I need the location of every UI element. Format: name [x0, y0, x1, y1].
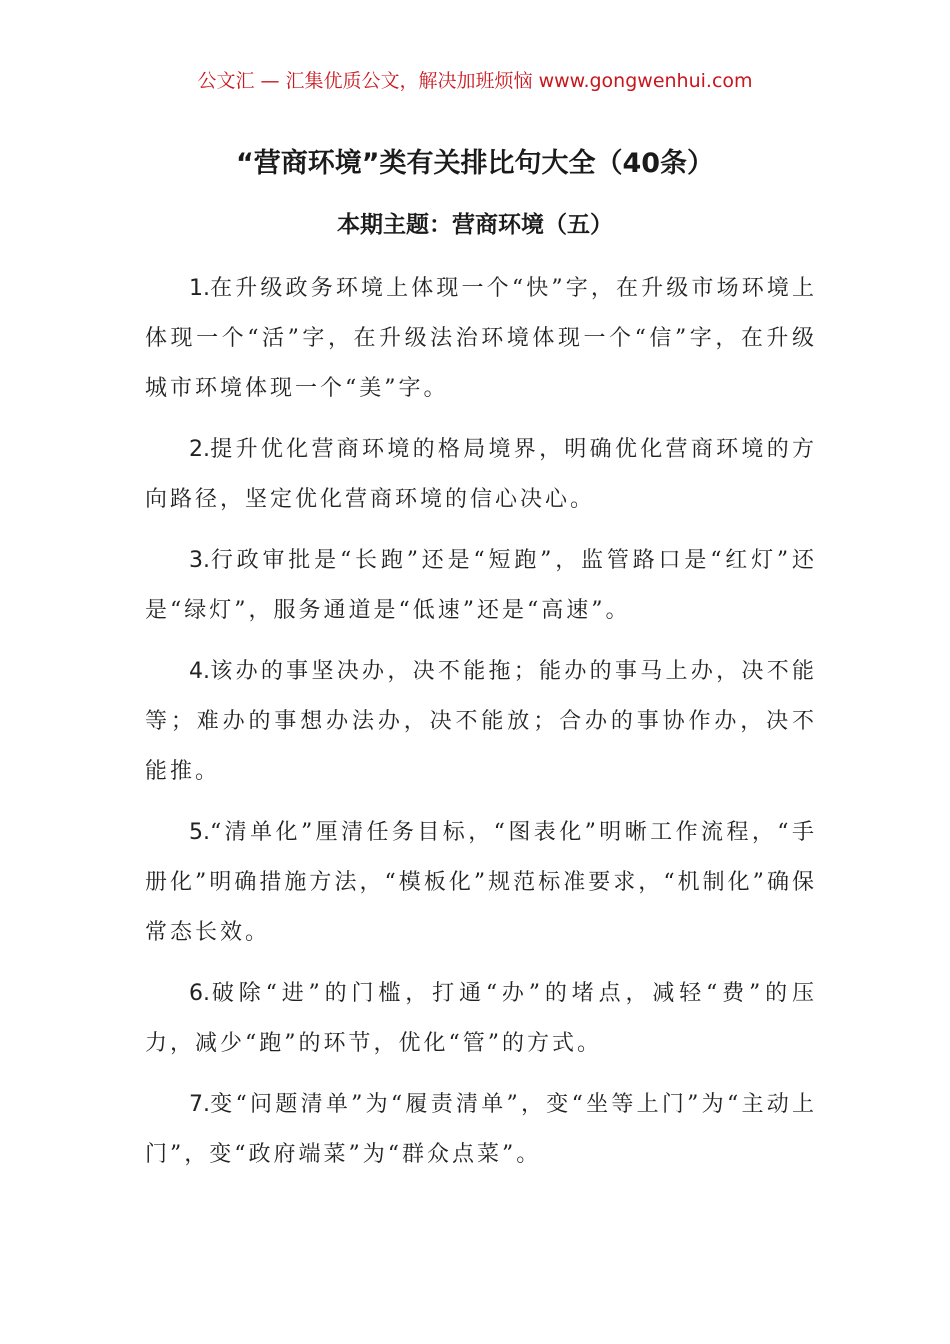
list-item [145, 1080, 817, 1180]
list-item [145, 969, 817, 1069]
list-item [145, 425, 817, 525]
item-text: 变“问题清单”为“履责清单”，变“坐等上门”为“主动上门”，变“政府端菜”为“群众点菜”。 [145, 1092, 817, 1167]
item-text: “清单化”厘清任务目标，“图表化”明晰工作流程，“手册化”明确措施方法，“模板化”规范标准要求，“机制化”确保常态长效。 [145, 820, 817, 945]
list-item [145, 536, 817, 636]
list-item [145, 264, 817, 414]
item-text: 在升级政务环境上体现一个“快”字，在升级市场环境上体现一个“活”字，在升级法治环境体现一个“信”字，在升级城市环境体现一个“美”字。 [145, 276, 817, 401]
list-item [145, 808, 817, 958]
document-title: “营商环境”类有关排比句大全（40条） [235, 148, 715, 179]
item-number: 7. [189, 1092, 210, 1117]
item-number: 3. [189, 548, 210, 573]
item-text: 破除“进”的门槛，打通“办”的堵点，减轻“费”的压力，减少“跑”的环节，优化“管”的方式。 [145, 981, 817, 1056]
list-item [145, 647, 817, 797]
item-number: 5. [189, 820, 210, 845]
item-number: 4. [189, 659, 210, 684]
item-text: 该办的事坚决办，决不能拖；能办的事马上办，决不能等；难办的事想办法办，决不能放；合办的事协作办，决不能推。 [145, 659, 817, 784]
item-text: 行政审批是“长跑”还是“短跑”，监管路口是“红灯”还是“绿灯”，服务通道是“低速”还是“高速”。 [145, 548, 817, 623]
item-number: 1. [189, 276, 210, 301]
sentence-list [145, 264, 817, 1191]
item-text: 提升优化营商环境的格局境界，明确优化营商环境的方向路径，坚定优化营商环境的信心决心。 [145, 437, 817, 512]
item-number: 6. [189, 981, 210, 1006]
document-subtitle: 本期主题：营商环境（五） [337, 211, 613, 238]
item-number: 2. [189, 437, 210, 462]
header-banner: 公文汇 — 汇集优质公文，解决加班烦恼 www.gongwenhui.com [197, 70, 753, 92]
